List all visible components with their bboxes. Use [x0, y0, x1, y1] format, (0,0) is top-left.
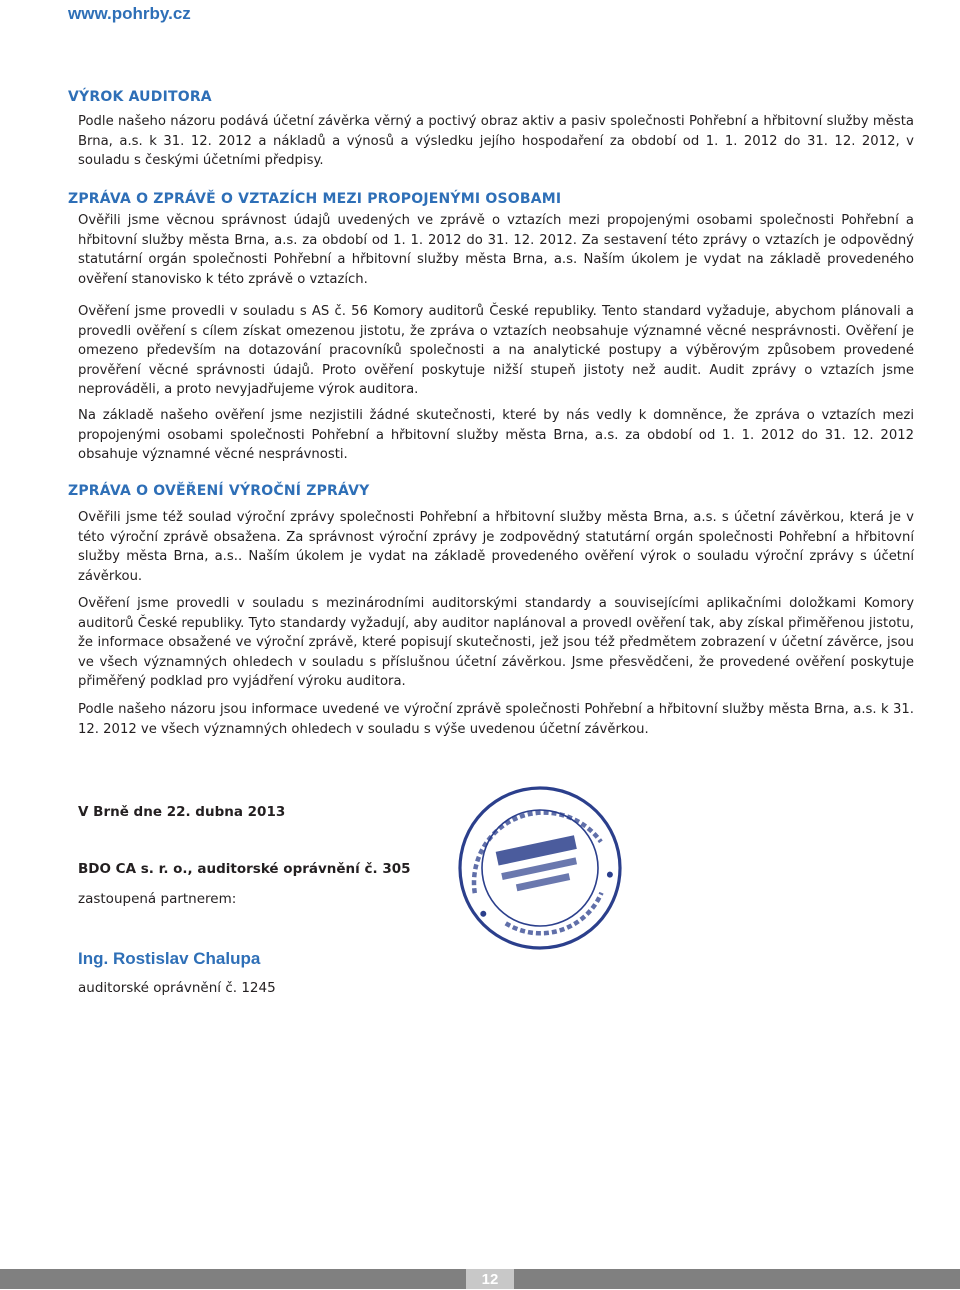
- auditor-opinion-heading: VÝROK AUDITORA: [68, 89, 212, 105]
- annual-report-heading: ZPRÁVA O OVĚŘENÍ VÝROČNÍ ZPRÁVY: [68, 483, 370, 499]
- auditor-opinion-paragraph: Podle našeho názoru podává účetní závěrka věrný a poctivý obraz aktiv a pasiv společnosti Pohřební a hřbitovní služby města Brna, a.s. k 31. 12. 2012 a nákladů a výnosů a výsledku jejího hospodaření za období od 1. 1. 2012 do 31. 12. 2012, v souladu s českými účetními předpisy.: [78, 114, 914, 169]
- site-url: www.pohrby.cz: [68, 4, 191, 23]
- stamp-star-right: [606, 871, 613, 878]
- annual-report-paragraph-2: Ověření jsme provedli v souladu s mezinárodními auditorskými standardy a souvisejícími aplikačními doložkami Komory auditorů České republiky. Tyto standardy vyžadují, aby auditor naplánoval a provedl ověření tak, aby získal přiměřenou jistotu, že informace obsažené ve výroční zprávě, které popisují skutečnosti, jež jsou též předmětem zobrazení v účetní závěrce, jsou ve všech významných ohledech v souladu s příslušnou účetní závěrkou. Jsme přesvědčeni, že provedené ověření poskytuje přiměřený podklad pro vyjádření výroku auditora.: [78, 596, 914, 690]
- signer-license: auditorské oprávnění č. 1245: [78, 980, 276, 996]
- stamp-star-left: [480, 910, 487, 917]
- page-number: 12: [466, 1269, 514, 1289]
- annual-report-paragraph-1: Ověřili jsme též soulad výroční zprávy společnosti Pohřební a hřbitovní služby města Brna, a.s. s účetní závěrkou, která je v této výroční zprávě obsažena. Za správnost výroční zprávy je zodpovědný statutární orgán společnosti Pohřební a hřbitovní služby města Brna, a.s.. Naším úkolem je vydat na základě provedeného ověření výrok o souladu výroční zprávy s účetní závěrkou.: [78, 510, 914, 584]
- footer-bar: [0, 1269, 960, 1289]
- related-parties-paragraph-1: Ověřili jsme věcnou správnost údajů uvedených ve zprávě o vztazích mezi propojenými osobami společnosti Pohřební a hřbitovní služby města Brna, a.s. za období od 1. 1. 2012 do 31. 12. 2012. Za sestavení této zprávy o vztazích je odpovědný statutární orgán společnosti Pohřební a hřbitovní služby města Brna, a.s. Naším úkolem je vydat na základě provedeného ověření stanovisko k této zprávě o vztazích.: [78, 213, 914, 287]
- annual-report-paragraph-3: Podle našeho názoru jsou informace uvedené ve výroční zprávě společnosti Pohřební a hřbitovní služby města Brna, a.s. k 31. 12. 2012 ve všech významných ohledech v souladu s výše uvedenou účetní závěrkou.: [78, 702, 914, 737]
- related-parties-paragraph-3: Na základě našeho ověření jsme nezjistili žádné skutečnosti, které by nás vedly k domněnce, že zpráva o vztazích mezi propojenými osobami společnosti Pohřební a hřbitovní služby města Brna, a.s. za období od 1. 1. 2012 do 31. 12. 2012 obsahuje významné věcné nesprávnosti.: [78, 408, 914, 463]
- represented-by: zastoupená partnerem:: [78, 891, 237, 907]
- auditor-stamp: [455, 783, 625, 953]
- place-date: V Brně dne 22. dubna 2013: [78, 804, 286, 820]
- signer-name: Ing. Rostislav Chalupa: [78, 949, 261, 968]
- stamp-ring-lettering-lower: [504, 893, 608, 942]
- related-parties-heading: ZPRÁVA O ZPRÁVĚ O VZTAZÍCH MEZI PROPOJENÝMI OSOBAMI: [68, 191, 562, 207]
- stamp-city-lettering: [516, 873, 570, 891]
- audit-firm: BDO CA s. r. o., auditorské oprávnění č. 305: [78, 861, 411, 877]
- related-parties-paragraph-2: Ověření jsme provedli v souladu s AS č. 56 Komory auditorů České republiky. Tento standard vyžaduje, abychom plánovali a provedli ověření s cílem získat omezenou jistotu, že zpráva o vztazích neobsahuje významné věcné nesprávnosti. Ověření je omezeno především na dotazování pracovníků společnosti a na analytické postupy a výběrovým způsobem provedené prověření věcné správnosti údajů. Proto ověření poskytuje nižší stupeň jistoty než audit. Audit zprávy o vztazích jsme neprováděli, a proto nevyjadřujeme výrok auditora.: [78, 304, 914, 398]
